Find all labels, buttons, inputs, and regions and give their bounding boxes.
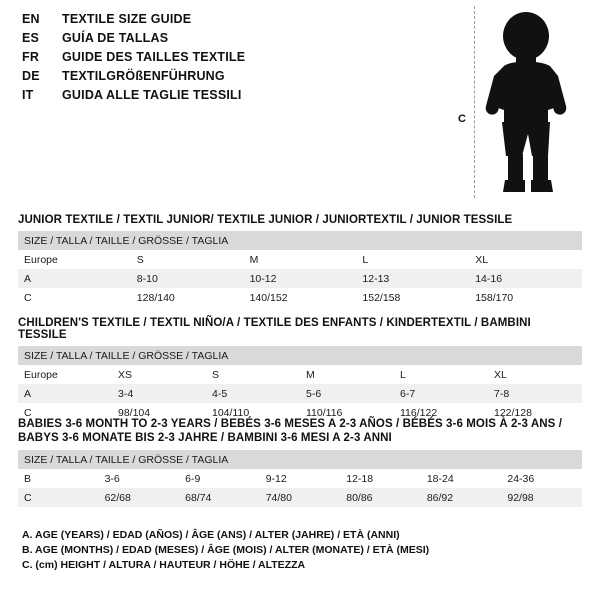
legend	[22, 528, 582, 573]
cell: 8-10	[131, 269, 244, 288]
cell: 7-8	[488, 384, 582, 403]
table-row	[18, 469, 582, 488]
section-babies-textile	[18, 417, 582, 507]
row-label: Europe	[18, 365, 112, 384]
language-title: GUIDA ALLE TAGLIE TESSILI	[62, 88, 242, 102]
table-row	[18, 269, 582, 288]
cell: 74/80	[260, 488, 341, 507]
cell: 68/74	[179, 488, 260, 507]
section-title: BABIES 3-6 MONTH TO 2-3 YEARS / BEBÉS 3-6 MESES A 2-3 AÑOS / BÉBÉS 3-6 MOIS À 2-3 ANS / BABYS 3-6 MONATE BIS 2-3 JAHRE / BAMBINI 3-6 MESI A 2-3 ANNI	[18, 418, 562, 444]
cell: 62/68	[99, 488, 180, 507]
table-header-row	[18, 346, 582, 365]
language-title: GUÍA DE TALLAS	[62, 31, 169, 45]
row-label: C	[18, 403, 112, 422]
cell: 3-6	[99, 469, 180, 488]
cell: 104/110	[206, 403, 300, 422]
language-title: TEXTILGRÖßENFÜHRUNG	[62, 69, 225, 83]
row-label: C	[18, 288, 131, 307]
language-code: ES	[22, 31, 40, 45]
language-title: GUIDE DES TAILLES TEXTILE	[62, 50, 246, 64]
measurement-figure	[440, 6, 590, 201]
table-header-row	[18, 450, 582, 469]
cell: L	[356, 250, 469, 269]
cell: 3-4	[112, 384, 206, 403]
cell: 24-36	[501, 469, 582, 488]
language-row	[22, 88, 442, 107]
junior-size-table	[18, 231, 582, 307]
babies-size-table	[18, 450, 582, 507]
language-code: FR	[22, 50, 40, 64]
figure-measure-label: C	[458, 113, 466, 125]
cell: 122/128	[488, 403, 582, 422]
language-row	[22, 31, 442, 50]
cell: 6-7	[394, 384, 488, 403]
language-row	[22, 50, 442, 69]
row-label: B	[18, 469, 99, 488]
cell: S	[206, 365, 300, 384]
section-junior-textile	[18, 214, 582, 307]
cell: 140/152	[244, 288, 357, 307]
legend-line: C. (cm) HEIGHT / ALTURA / HAUTEUR / HÖHE / ALTEZZA	[22, 559, 306, 571]
cell: 14-16	[469, 269, 582, 288]
legend-line: B. AGE (MONTHS) / EDAD (MESES) / ÂGE (MOIS) / ALTER (MONATE) / ETÀ (MESI)	[22, 544, 430, 556]
section-title: CHILDREN'S TEXTILE / TEXTIL NIÑO/A / TEXTILE DES ENFANTS / KINDERTEXTIL / BAMBINI TESSILE	[18, 317, 531, 341]
cell: 5-6	[300, 384, 394, 403]
cell: 80/86	[340, 488, 421, 507]
cell: 152/158	[356, 288, 469, 307]
section-title: JUNIOR TEXTILE / TEXTIL JUNIOR/ TEXTILE JUNIOR / JUNIORTEXTIL / JUNIOR TESSILE	[18, 214, 513, 226]
cell: 4-5	[206, 384, 300, 403]
cell: 6-9	[179, 469, 260, 488]
language-row	[22, 69, 442, 88]
cell: 128/140	[131, 288, 244, 307]
cell: 12-13	[356, 269, 469, 288]
height-dashed-line	[474, 6, 475, 198]
table-row	[18, 384, 582, 403]
language-code: DE	[22, 69, 40, 83]
size-header-label: SIZE / TALLA / TAILLE / GRÖSSE / TAGLIA	[18, 450, 582, 469]
table-row	[18, 250, 582, 269]
row-label: C	[18, 488, 99, 507]
cell: 10-12	[244, 269, 357, 288]
language-code: EN	[22, 12, 40, 26]
table-row	[18, 365, 582, 384]
cell: M	[244, 250, 357, 269]
cell: M	[300, 365, 394, 384]
table-header-row	[18, 231, 582, 250]
table-row	[18, 288, 582, 307]
section-childrens-textile	[18, 317, 582, 422]
cell: XL	[469, 250, 582, 269]
cell: 12-18	[340, 469, 421, 488]
cell: 9-12	[260, 469, 341, 488]
cell: 86/92	[421, 488, 502, 507]
language-code: IT	[22, 88, 34, 102]
row-label: A	[18, 269, 131, 288]
row-label: A	[18, 384, 112, 403]
cell: 98/104	[112, 403, 206, 422]
language-row	[22, 12, 442, 31]
table-row	[18, 488, 582, 507]
toddler-silhouette-icon	[478, 10, 588, 200]
cell: S	[131, 250, 244, 269]
size-header-label: SIZE / TALLA / TAILLE / GRÖSSE / TAGLIA	[18, 346, 582, 365]
legend-line: A. AGE (YEARS) / EDAD (AÑOS) / ÂGE (ANS) / ALTER (JAHRE) / ETÀ (ANNI)	[22, 529, 400, 541]
cell: XS	[112, 365, 206, 384]
cell: 110/116	[300, 403, 394, 422]
size-header-label: SIZE / TALLA / TAILLE / GRÖSSE / TAGLIA	[18, 231, 582, 250]
cell: 18-24	[421, 469, 502, 488]
cell: 116/122	[394, 403, 488, 422]
cell: XL	[488, 365, 582, 384]
row-label: Europe	[18, 250, 131, 269]
cell: L	[394, 365, 488, 384]
cell: 92/98	[501, 488, 582, 507]
language-header	[22, 12, 442, 107]
language-title: TEXTILE SIZE GUIDE	[62, 12, 192, 26]
children-size-table	[18, 346, 582, 422]
cell: 158/170	[469, 288, 582, 307]
